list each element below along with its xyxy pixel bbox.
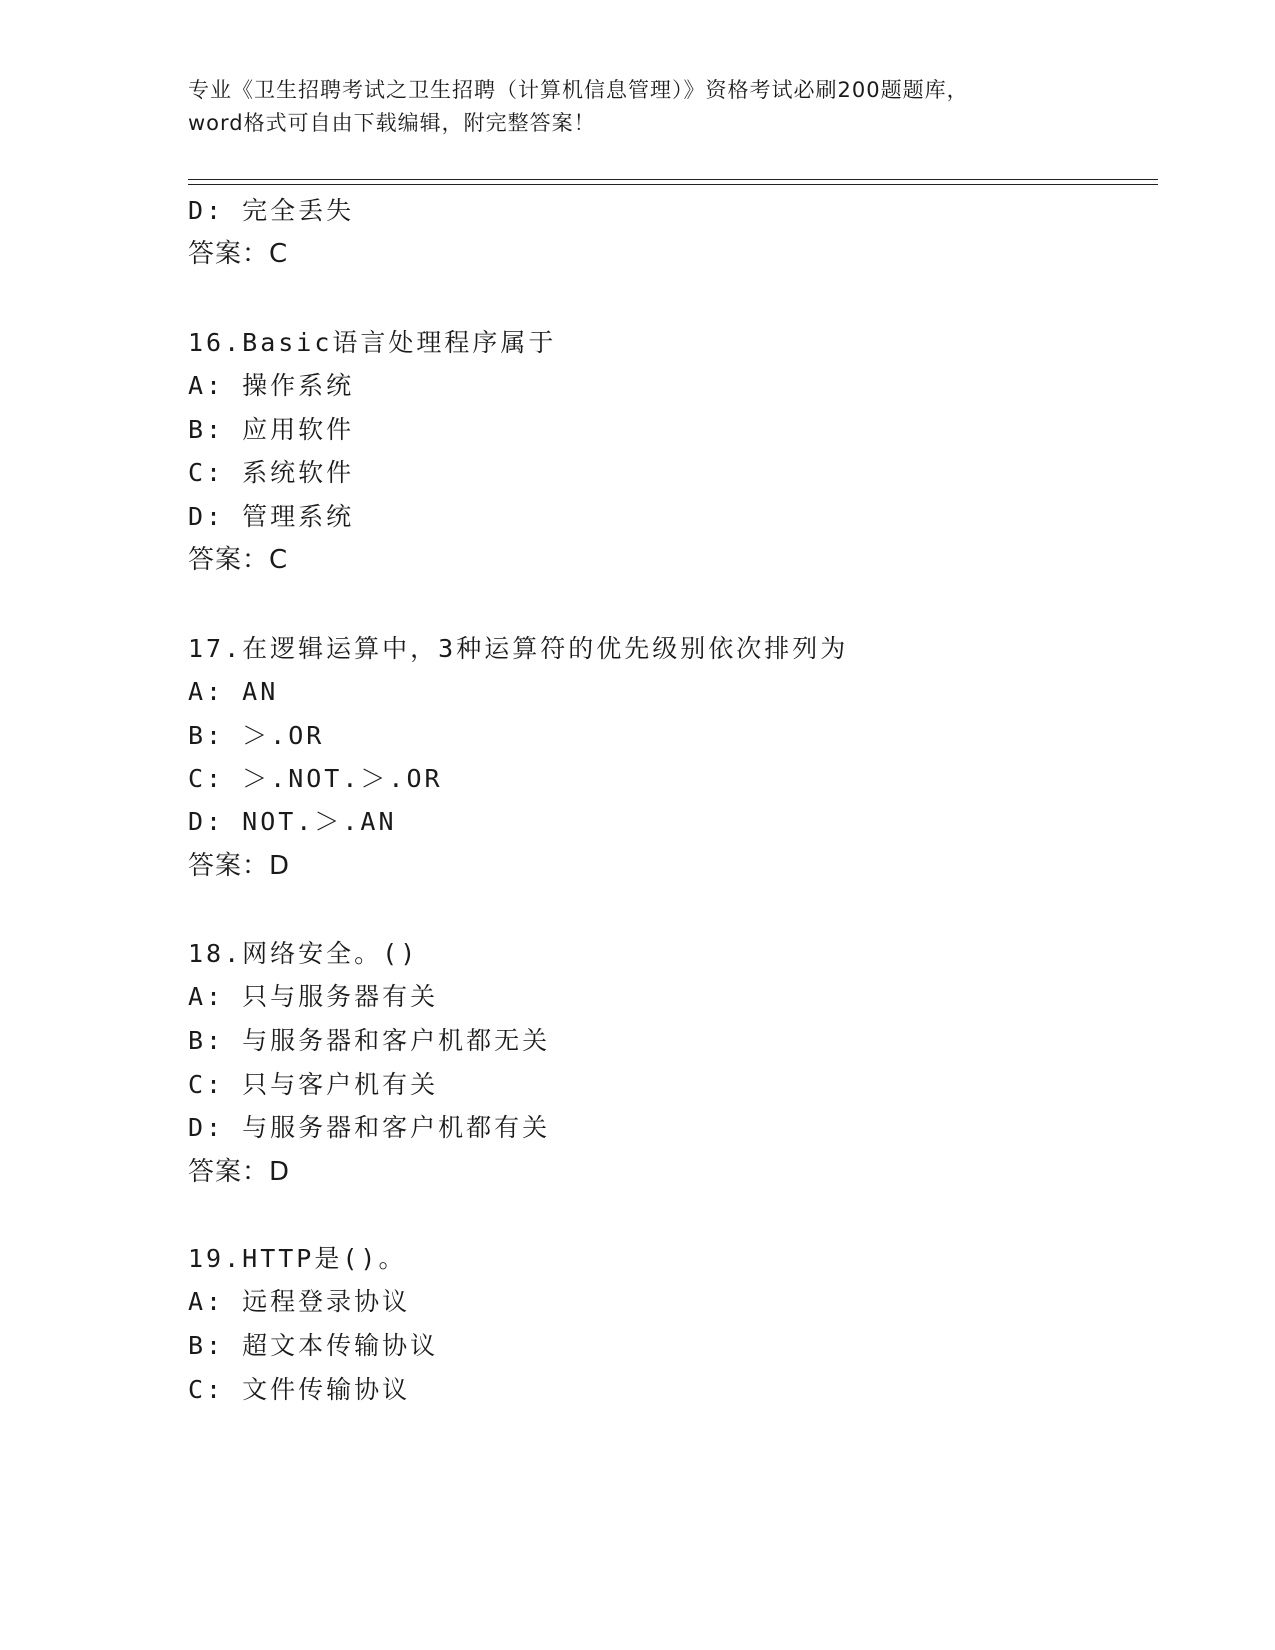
option-line: D: 管理系统	[188, 502, 355, 531]
answer-line: 答案：D	[188, 1157, 291, 1187]
option-line: D: NOT.＞.AN	[188, 807, 397, 836]
question-line: 16.Basic语言处理程序属于	[188, 328, 557, 357]
header-divider-bottom	[188, 184, 1158, 185]
option-line: B: ＞.OR	[188, 721, 325, 750]
option-line: A: 远程登录协议	[188, 1287, 411, 1316]
header-line-2: word格式可自由下载编辑，附完整答案！	[188, 111, 596, 135]
option-line: A: 只与服务器有关	[188, 982, 439, 1011]
option-line: B: 超文本传输协议	[188, 1331, 439, 1360]
header-line-1: 专业《卫生招聘考试之卫生招聘（计算机信息管理）》资格考试必刷200题题库，	[188, 78, 969, 102]
option-line: A: AN	[188, 677, 279, 706]
option-line: C: 文件传输协议	[188, 1375, 411, 1404]
answer-line: 答案：C	[188, 239, 289, 269]
answer-line: 答案：C	[188, 545, 289, 575]
question-line: 17.在逻辑运算中，3种运算符的优先级别依次排列为	[188, 634, 849, 663]
option-line: C: ＞.NOT.＞.OR	[188, 764, 443, 793]
option-line: C: 系统软件	[188, 458, 355, 487]
option-line: B: 与服务器和客户机都无关	[188, 1026, 551, 1055]
option-line: D: 与服务器和客户机都有关	[188, 1113, 551, 1142]
question-line: 19.HTTP是()。	[188, 1244, 407, 1273]
header-divider-top	[188, 179, 1158, 180]
option-line: B: 应用软件	[188, 415, 355, 444]
option-line: C: 只与客户机有关	[188, 1070, 439, 1099]
option-line: A: 操作系统	[188, 371, 355, 400]
document-header	[188, 74, 1088, 140]
question-line: 18.网络安全。()	[188, 939, 419, 968]
answer-line: 答案：D	[188, 851, 291, 881]
option-line: D: 完全丢失	[188, 196, 355, 225]
